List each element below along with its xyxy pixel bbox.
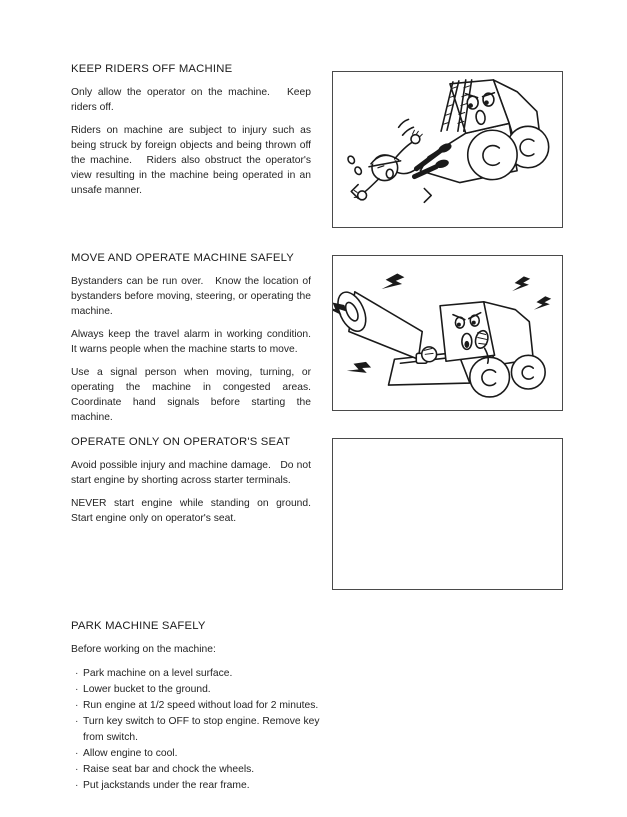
paragraph: Only allow the operator on the machine. Keep riders off. (71, 87, 314, 113)
paragraph: Bystanders can be run over. Know the location of bystanders before moving, steering, or operating the machine. (71, 276, 314, 317)
bullet-icon: · (75, 700, 79, 711)
list-item: · Allow engine to cool. (71, 746, 323, 762)
figure-frame-3-empty (332, 438, 563, 590)
list-item: · Raise seat bar and chock the wheels. (71, 762, 323, 778)
section-heading: KEEP RIDERS OFF MACHINE (71, 63, 233, 75)
paragraph: Always keep the travel alarm in working condition. It warns people when the machine starts to move. (71, 329, 320, 355)
list-item: · Turn key switch to OFF to stop engine. Remove key from switch. (75, 716, 320, 743)
section-heading: OPERATE ONLY ON OPERATOR'S SEAT (71, 436, 291, 448)
section-heading: PARK MACHINE SAFELY (71, 620, 206, 632)
list-item: · Put jackstands under the rear frame. (71, 778, 323, 794)
machine-travel-alarm-megaphone-illustration (333, 256, 562, 410)
paragraph: NEVER start engine while standing on ground. Start engine only on operator's seat. (71, 498, 320, 524)
section-heading: MOVE AND OPERATE MACHINE SAFELY (71, 252, 294, 264)
figure-frame-2 (332, 255, 563, 411)
list-intro: Before working on the machine: (71, 644, 216, 655)
section-keep-riders-off (71, 63, 314, 206)
rider-thrown-off-machine-illustration (333, 72, 562, 227)
section-operate-only-on-seat (71, 436, 320, 534)
paragraph: Riders on machine are subject to injury such as being struck by foreign objects and being thrown off the machine. Riders also obstruct the operator's view resulting in the machine being operated in an unsafe manner. (71, 125, 314, 196)
list-item: · Run engine at 1/2 speed without load for 2 minutes. (71, 698, 323, 714)
list-item: · Lower bucket to the ground. (71, 682, 323, 698)
section-park-machine-safely (71, 620, 323, 794)
bullet-icon: · (75, 780, 79, 791)
bullet-icon: · (75, 684, 79, 695)
paragraph: Avoid possible injury and machine damage. Do not start engine by shorting across starter terminals. (71, 460, 314, 486)
bullet-icon: · (75, 668, 79, 679)
bullet-icon: · (75, 764, 79, 775)
bullet-icon: · (75, 748, 79, 759)
list-item: · Park machine on a level surface. (71, 666, 323, 682)
paragraph: Use a signal person when moving, turning, or operating the machine in congested areas. Coordinate hand signals before starting the machine. (71, 367, 320, 423)
bullet-icon: · (75, 716, 79, 727)
figure-frame-1 (332, 71, 563, 228)
section-move-operate-safely (71, 252, 320, 433)
